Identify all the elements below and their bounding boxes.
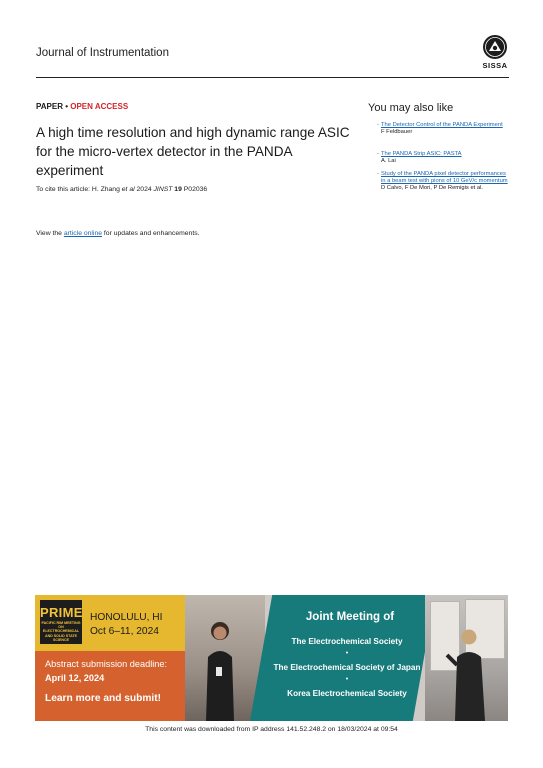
paper-type [36,102,128,111]
related-dash: - [377,171,379,177]
download-notice: This content was downloaded from IP address 141.52.248.2 on 18/03/2024 at 09:54 [145,726,398,733]
sissa-logo[interactable] [480,34,510,76]
article-online-link[interactable]: article online [63,230,103,237]
cite-page: P02036 [183,186,208,193]
ad-society: The Electrochemical Society of Japan [273,663,421,672]
open-access-badge: OPEN ACCESS [70,102,129,111]
related-dash: - [377,122,379,128]
related-link[interactable]: The PANDA Strip ASIC: PASTA [381,151,462,157]
ad-society: Korea Electrochemical Society [287,689,407,698]
related-item [377,151,511,165]
related-item [377,171,511,192]
ad-deadline-date: April 12, 2024 [45,673,105,683]
related-authors: A. Lai [381,158,396,164]
ad-society: The Electrochemical Society [291,637,403,646]
ad-deadline-label: Abstract submission deadline: [45,659,168,669]
cite-year: 2024 [134,186,154,193]
cite-etal: et al [121,186,135,193]
related-authors: D Calvo, F De Mori, P De Remigis et al. [381,185,484,191]
article-title[interactable]: A high time resolution and high dynamic range ASIC for the micro-vertex detector in the PANDA experiment [36,125,350,178]
presenter-photo-icon [200,617,240,721]
related-item [377,122,511,136]
cite-journal: JINST [153,186,173,193]
cite-prefix: To cite this article: H. Zhang [36,186,122,193]
attendee-photo-icon [445,625,490,721]
view-prefix: View the [36,230,64,237]
related-heading: You may also like [368,102,454,114]
related-dash: - [377,151,379,157]
cite-volume: 19 [172,186,184,193]
prime-logo-subtitle: PACIFIC RIM MEETING ON ELECTROCHEMICAL AND SOLID STATE SCIENCE [41,621,81,642]
prime-logo-text: PRIME [40,605,83,620]
logo-text: SISSA [482,61,508,70]
related-link[interactable]: The Detector Control of the PANDA Experiment [381,122,503,128]
journal-title[interactable]: Journal of Instrumentation [36,47,169,59]
related-authors: F Feldbauer [381,129,413,135]
paper-label: PAPER [36,102,63,111]
prime-logo [40,600,82,644]
header-divider [36,77,509,78]
sissa-seal-icon [482,34,508,60]
ad-cta[interactable]: Learn more and submit! [45,693,162,704]
citation [36,186,207,193]
ad-city: HONOLULU, HI [90,612,163,623]
ad-banner[interactable] [35,595,508,721]
view-online [36,230,200,237]
related-link[interactable]: Study of the PANDA pixel detector performances in a beam test with pions of 10 GeV/c momentum [381,171,508,184]
ad-joint-title: Joint Meeting of [305,611,395,623]
type-separator: • [65,102,69,111]
ad-dates: Oct 6–11, 2024 [90,626,159,637]
ad-bullet: • [345,650,349,657]
ad-bullet: • [345,676,349,683]
view-suffix: for updates and enhancements. [102,230,200,237]
